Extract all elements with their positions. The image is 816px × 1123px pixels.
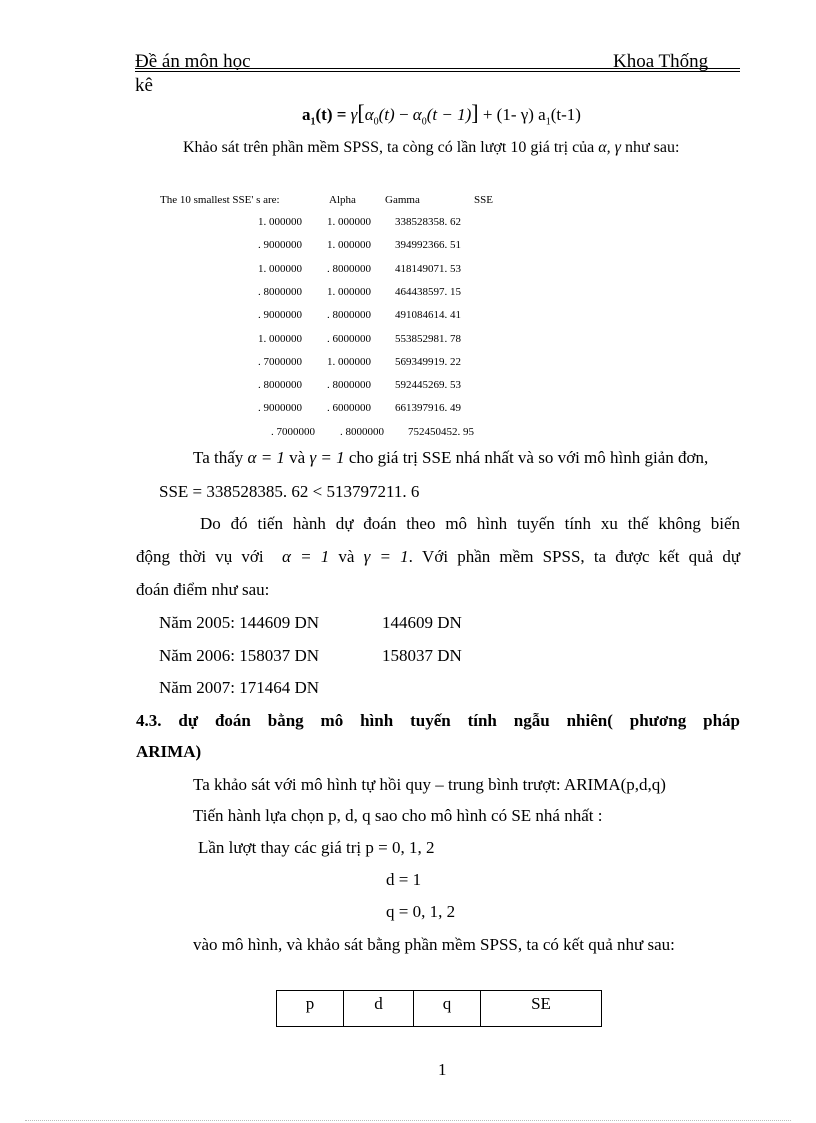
se-col-q: q — [414, 991, 481, 1027]
sse-row-gamma: 1. 000000 — [327, 239, 371, 251]
paragraph-line-2: động thời vụ với α = 1 và γ = 1. Với phần mềm SPSS, ta được kết quả dự — [136, 547, 741, 566]
forecast-2006: Năm 2006: 158037 DN — [159, 646, 320, 665]
header-left: Đề án môn học — [135, 51, 251, 72]
section-title-line-2: ARIMA) — [136, 742, 202, 761]
se-col-p: p — [277, 991, 344, 1027]
sse-row-gamma: . 6000000 — [327, 402, 371, 414]
sse-table-header-alpha: Alpha — [329, 194, 356, 206]
sse-row-sse: 553852981. 78 — [395, 333, 461, 345]
sse-row-sse: 338528358. 62 — [395, 216, 461, 228]
formula: $a_1(t) = \gamma[\alpha_0(t) - \alpha_0(t - 1)] + (1-$ γ) $a_1(t-1)$ — [302, 100, 581, 128]
sse-row-sse: 661397916. 49 — [395, 402, 461, 414]
header-right: Khoa Thống — [613, 51, 709, 72]
sse-comparison: SSE = 338528385. 62 < 513797211. 6 — [159, 482, 420, 501]
sse-row-alpha: . 8000000 — [258, 286, 302, 298]
header-rule — [135, 68, 740, 69]
intro-paragraph: Khảo sát trên phần mềm SPSS, ta còng có lần lượt 10 giá trị của α, γ như sau: — [183, 139, 680, 156]
se-col-d: d — [344, 991, 414, 1027]
arima-q: q = 0, 1, 2 — [386, 902, 456, 921]
arima-line-4: vào mô hình, và khảo sát bằng phần mềm SPSS, ta có kết quả như sau: — [193, 935, 675, 954]
sse-row-alpha: . 7000000 — [258, 356, 302, 368]
se-col-se: SE — [481, 991, 602, 1027]
sse-row-gamma: . 8000000 — [327, 379, 371, 391]
forecast-2006-extra: 158037 DN — [382, 646, 462, 665]
forecast-2007: Năm 2007: 171464 DN — [159, 678, 320, 697]
arima-line-1: Ta khảo sát với mô hình tự hồi quy – trung bình trượt: ARIMA(p,d,q) — [193, 775, 666, 794]
sse-row-sse: 491084614. 41 — [395, 309, 461, 321]
sse-row-sse: 394992366. 51 — [395, 239, 461, 251]
sse-row-alpha: 1. 000000 — [258, 333, 302, 345]
header-rule-2 — [135, 71, 740, 72]
sse-row-alpha: 1. 000000 — [258, 216, 302, 228]
sse-row-sse: 592445269. 53 — [395, 379, 461, 391]
se-table — [276, 990, 602, 1027]
forecast-2005-extra: 144609 DN — [382, 613, 462, 632]
sse-row-sse: 464438597. 15 — [395, 286, 461, 298]
header-right-continued: kê — [135, 75, 153, 96]
sse-row-alpha: . 9000000 — [258, 309, 302, 321]
sse-row-gamma: . 8000000 — [327, 309, 371, 321]
arima-line-2: Tiến hành lựa chọn p, d, q sao cho mô hình có SE nhá nhất : — [193, 806, 603, 825]
paragraph-line-1: Do đó tiến hành dự đoán theo mô hình tuyến tính xu thế không biến — [200, 514, 740, 533]
sse-row-gamma: 1. 000000 — [327, 286, 371, 298]
sse-row-alpha: . 7000000 — [271, 426, 315, 438]
sse-table-header-gamma: Gamma — [385, 194, 420, 206]
sse-table-title: The 10 smallest SSE' s are: — [160, 194, 280, 206]
arima-d: d = 1 — [386, 870, 422, 889]
sse-row-sse: 418149071. 53 — [395, 263, 461, 275]
forecast-2005: Năm 2005: 144609 DN — [159, 613, 320, 632]
sse-row-sse: 569349919. 22 — [395, 356, 461, 368]
sse-row-gamma: 1. 000000 — [327, 216, 371, 228]
conclusion-line: Ta thấy α = 1 và γ = 1 cho giá trị SSE nhá nhất và so với mô hình giản đơn, — [193, 448, 709, 467]
sse-row-sse: 752450452. 95 — [408, 426, 474, 438]
sse-row-gamma: 1. 000000 — [327, 356, 371, 368]
sse-table-header-sse: SSE — [474, 194, 493, 206]
arima-line-3: Lần lượt thay các giá trị p = 0, 1, 2 — [198, 838, 435, 857]
sse-row-alpha: . 8000000 — [258, 379, 302, 391]
sse-row-alpha: . 9000000 — [258, 239, 302, 251]
page-number: 1 — [438, 1060, 447, 1079]
paragraph-line-3: đoán điểm như sau: — [136, 580, 270, 599]
section-title-line-1: 4.3. dự đoán bằng mô hình tuyến tính ngẫu nhiên( phương pháp — [136, 711, 740, 730]
sse-row-gamma: . 6000000 — [327, 333, 371, 345]
sse-row-gamma: . 8000000 — [327, 263, 371, 275]
sse-row-gamma: . 8000000 — [340, 426, 384, 438]
se-table-header-row — [277, 991, 602, 1027]
page-bottom-rule — [25, 1120, 791, 1121]
sse-row-alpha: . 9000000 — [258, 402, 302, 414]
sse-row-alpha: 1. 000000 — [258, 263, 302, 275]
